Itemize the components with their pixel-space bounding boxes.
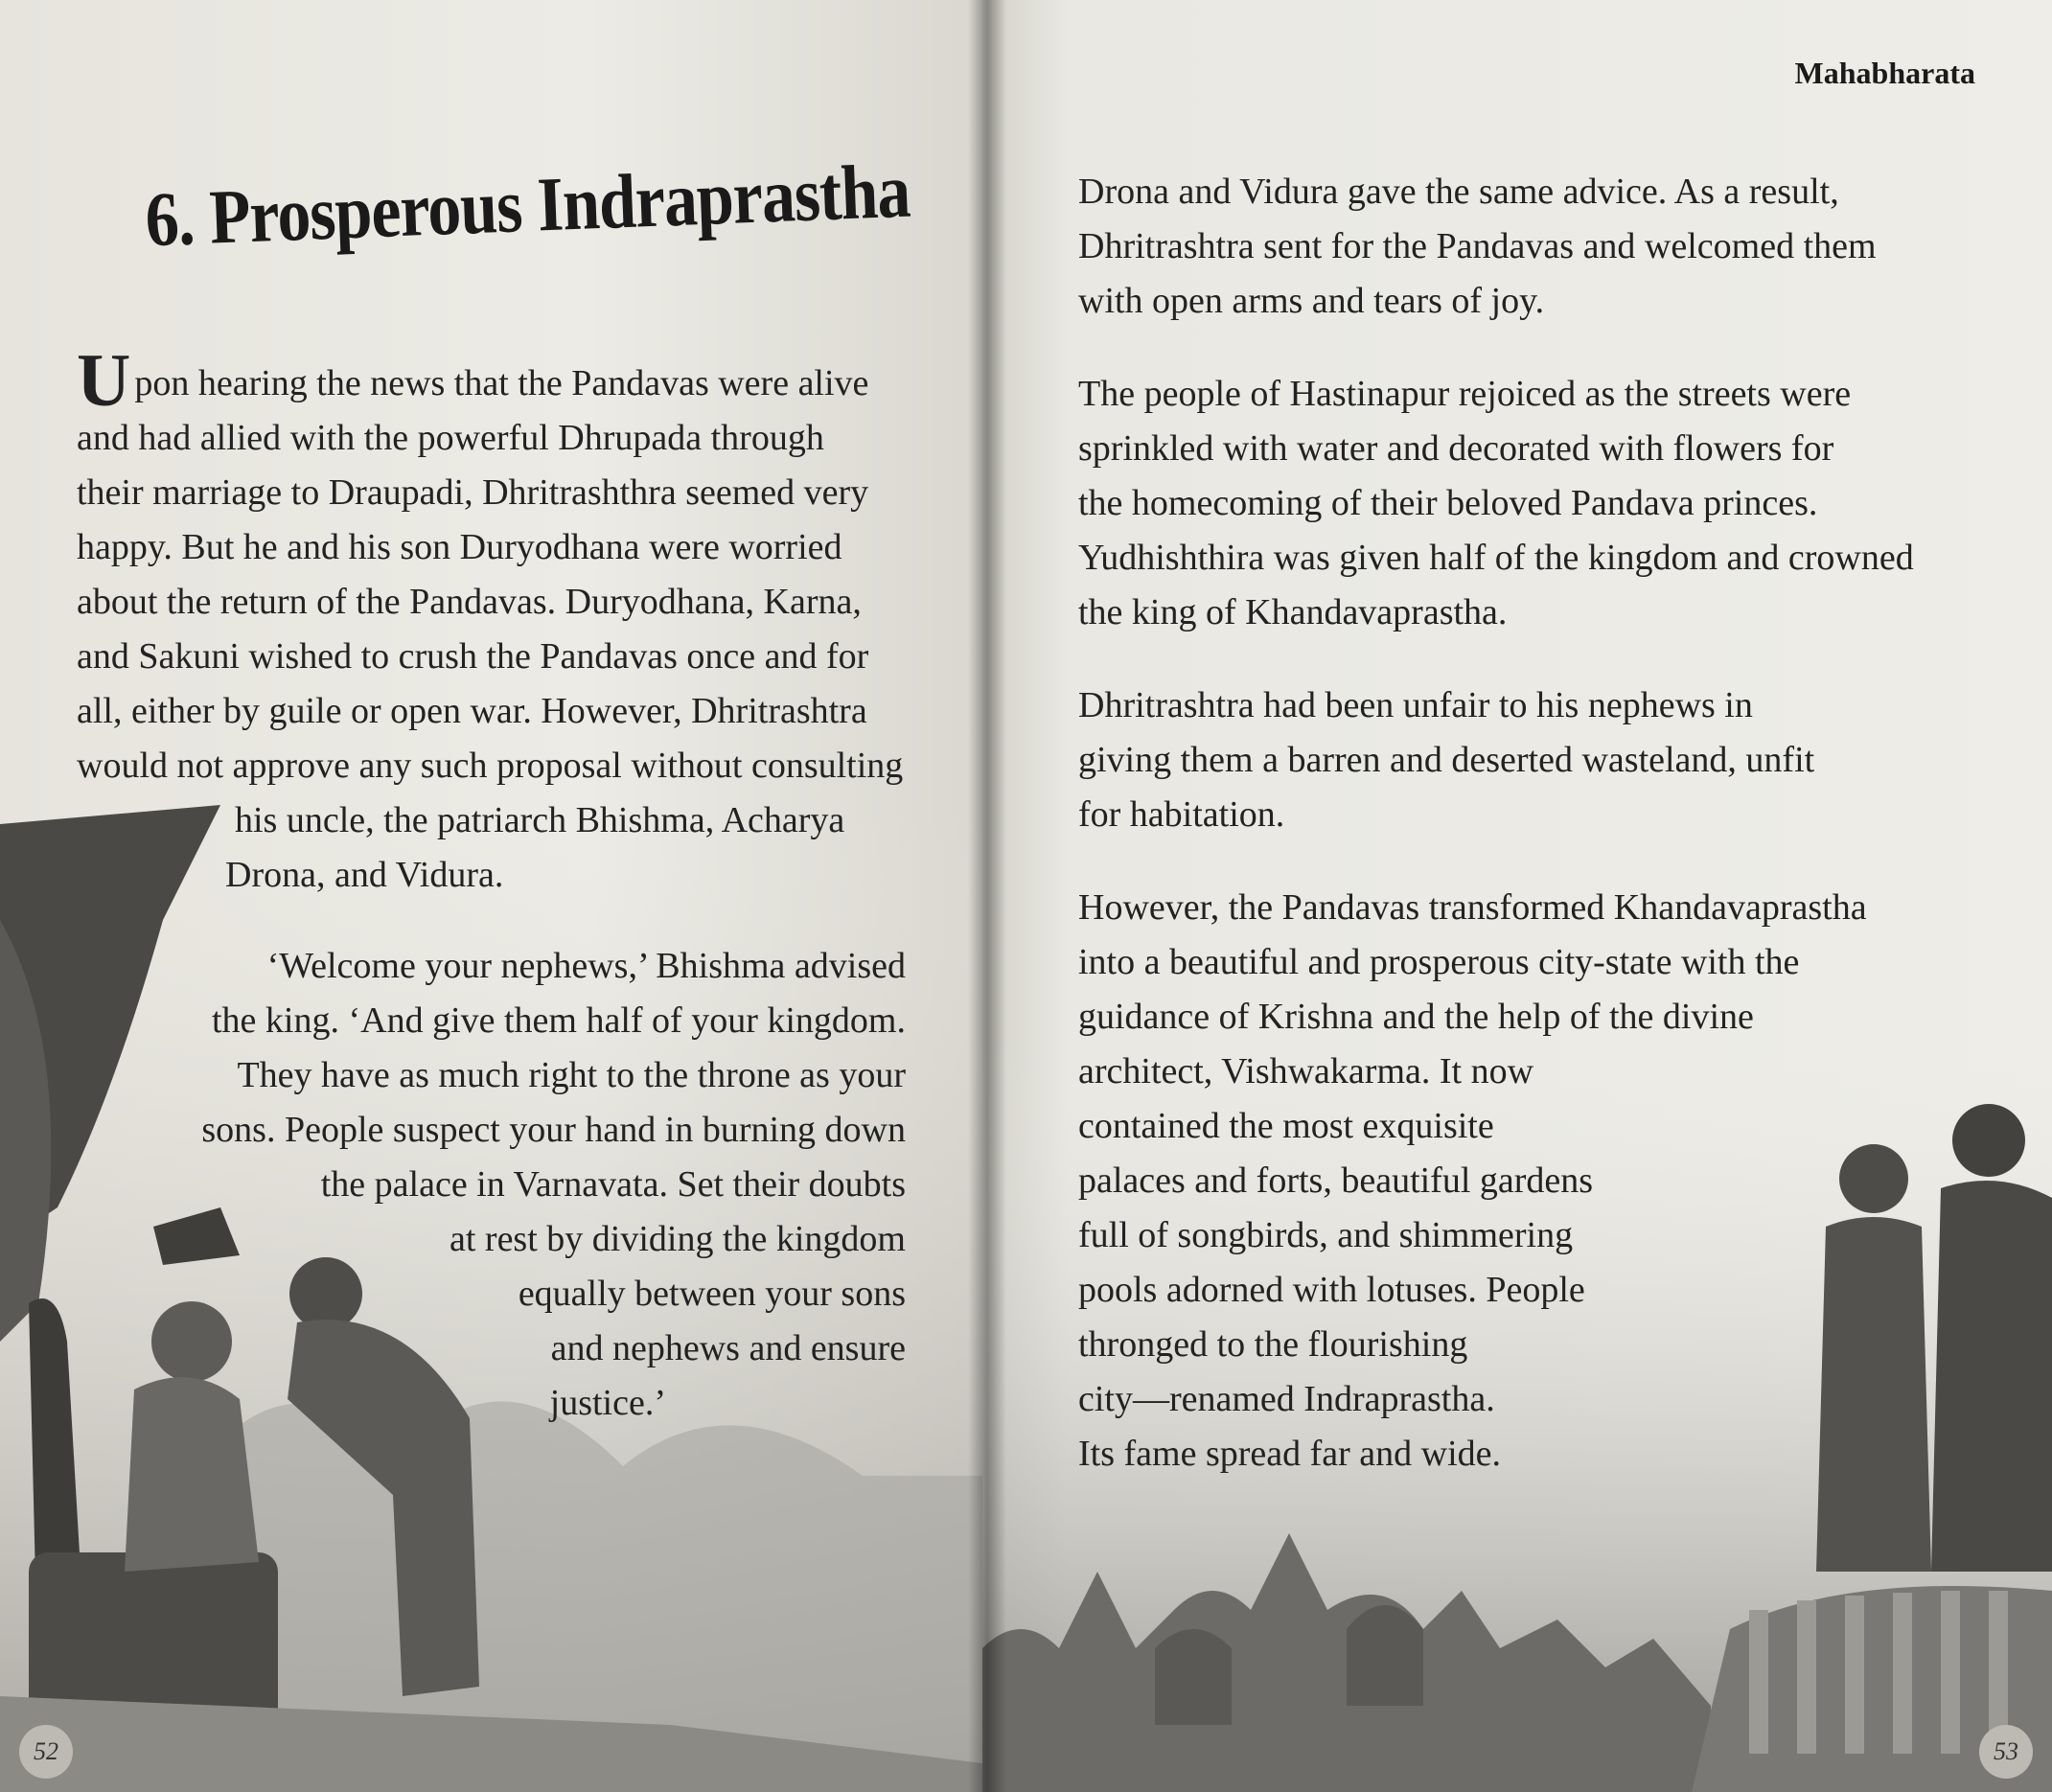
text-line: justice.’ — [549, 1383, 666, 1423]
text-line: all, either by guile or open war. However, Dhritrashtra — [77, 691, 867, 731]
text-line: palaces and forts, beautiful gardens — [1078, 1160, 1594, 1201]
text-line: Dhritrashtra had been unfair to his nephews in — [1078, 685, 1753, 725]
text-line: and had allied with the powerful Dhrupada through — [77, 418, 824, 458]
right-page — [982, 0, 2052, 1792]
left-text-block — [77, 338, 934, 1467]
text-line: about the return of the Pandavas. Duryodhana, Karna, — [77, 582, 862, 622]
text-line: Its fame spread far and wide. — [1078, 1434, 1502, 1474]
right-text-block — [1078, 165, 1998, 1482]
text-line: and nephews and ensure — [550, 1328, 906, 1368]
text-line: Yudhishthira was given half of the kingdom and crowned — [1078, 538, 1914, 578]
text-line: the king. ‘And give them half of your kingdom. — [212, 1000, 906, 1041]
running-head: Mahabharata — [1794, 56, 1975, 90]
text-line: architect, Vishwakarma. It now — [1078, 1051, 1534, 1091]
text-line: full of songbirds, and shimmering — [1078, 1215, 1574, 1255]
text-line: would not approve any such proposal without consulting — [77, 746, 904, 786]
paragraph — [1078, 367, 1998, 640]
text-line: the king of Khandavaprastha. — [1078, 592, 1508, 632]
text-line: his uncle, the patriarch Bhishma, Acharya — [235, 800, 845, 840]
text-line: Drona and Vidura gave the same advice. As a result, — [1078, 172, 1839, 212]
text-line: equally between your sons — [518, 1274, 906, 1314]
text-line: giving them a barren and deserted wasteland, unfit — [1078, 740, 1815, 780]
text-line: contained the most exquisite — [1078, 1106, 1494, 1146]
text-line: thronged to the flourishing — [1078, 1324, 1468, 1365]
page-number: 52 — [19, 1725, 73, 1779]
text-line: ‘Welcome your nephews,’ Bhishma advised — [266, 946, 906, 986]
page-number: 53 — [1979, 1725, 2033, 1779]
book-gutter — [968, 0, 1006, 1792]
paragraph — [77, 338, 934, 903]
text-line: city—renamed Indraprastha. — [1078, 1379, 1495, 1419]
text-line: happy. But he and his son Duryodhana were worried — [77, 527, 842, 567]
text-line: into a beautiful and prosperous city-state with the — [1078, 942, 1800, 982]
text-line: and Sakuni wished to crush the Pandavas once and for — [77, 636, 869, 677]
text-line: the homecoming of their beloved Pandava princes. — [1078, 483, 1818, 523]
paragraph — [1078, 678, 1998, 842]
paragraph — [77, 939, 934, 1431]
text-line: with open arms and tears of joy. — [1078, 281, 1545, 321]
text-line: sons. People suspect your hand in burning down — [201, 1110, 906, 1150]
text-line: the palace in Varnavata. Set their doubts — [320, 1164, 906, 1205]
text-line: The people of Hastinapur rejoiced as the streets were — [1078, 374, 1852, 414]
text-line: They have as much right to the throne as your — [237, 1055, 906, 1095]
text-line: at rest by dividing the kingdom — [449, 1219, 906, 1259]
paragraph — [1078, 165, 1998, 329]
text-line: their marriage to Draupadi, Dhritrashthra seemed very — [77, 472, 869, 513]
left-page — [0, 0, 982, 1792]
text-line: Dhritrashtra sent for the Pandavas and welcomed them — [1078, 226, 1877, 266]
chapter-title: 6. Prosperous Indraprastha — [144, 149, 911, 264]
text-line: sprinkled with water and decorated with flowers for — [1078, 428, 1834, 469]
text-line: pools adorned with lotuses. People — [1078, 1270, 1585, 1310]
paragraph — [1078, 881, 1998, 1482]
text-line: guidance of Krishna and the help of the divine — [1078, 997, 1754, 1037]
text-line: However, the Pandavas transformed Khandavaprastha — [1078, 887, 1867, 928]
text-line: Drona, and Vidura. — [225, 855, 504, 895]
text-line: pon hearing the news that the Pandavas were alive — [134, 363, 869, 403]
text-line: for habitation. — [1078, 794, 1285, 835]
dropcap: U — [77, 338, 131, 422]
